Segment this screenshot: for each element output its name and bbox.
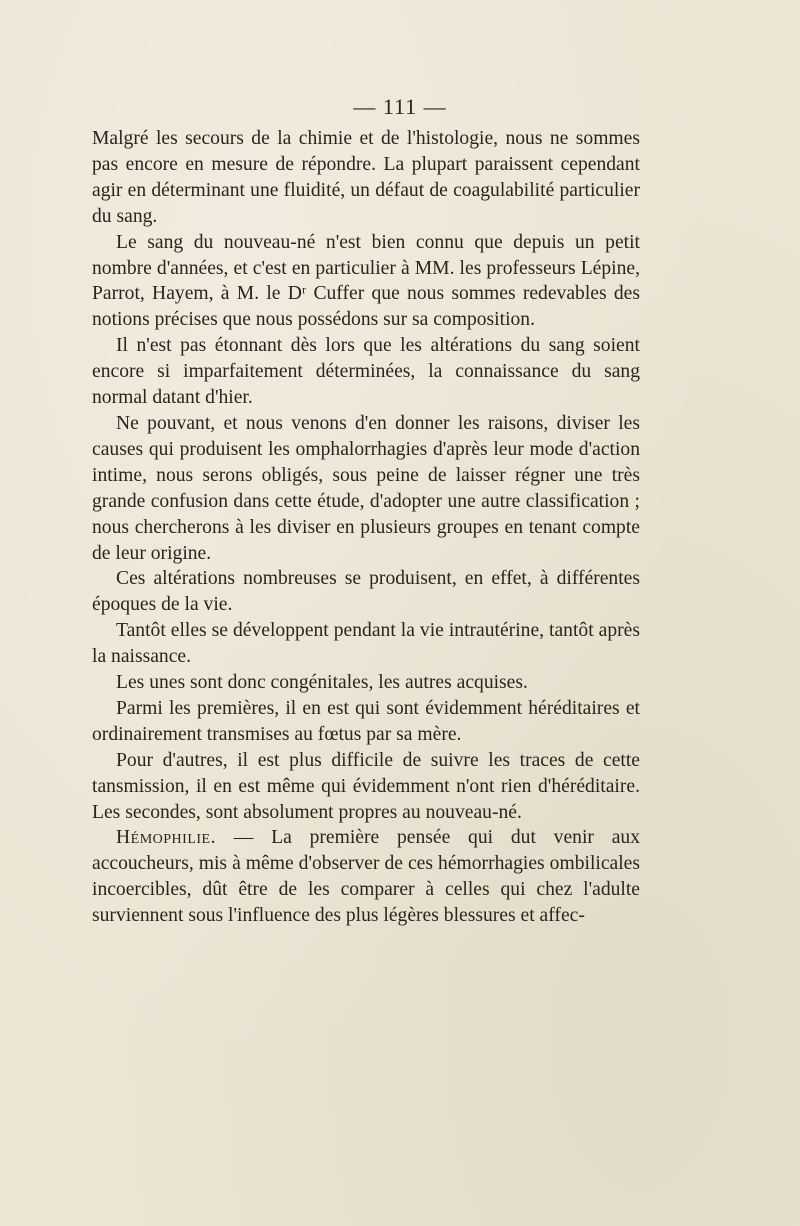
page-number: — 111 —: [353, 94, 447, 119]
paragraph-5: Ces altérations nombreuses se produisent, en effet, à différentes époques de la vie.: [92, 568, 640, 616]
paragraph-6: Tantôt elles se développent pendant la vie intrautérine, tantôt après la naissance.: [92, 620, 640, 668]
paragraph-10-text: — La première pensée qui dut venir aux accoucheurs, mis à même d'observer de ces hémorrhagies ombilicales incoercibles, dût être de les comparer à celles qui chez l'adulte surviennent sous l'influence des plus légères blessures et affec-: [92, 827, 640, 927]
paragraph-2: Le sang du nouveau-né n'est bien connu que depuis un petit nombre d'années, et c'est en particulier à MM. les professeurs Lépine, Parrot, Hayem, à M. le Dʳ Cuffer que nous sommes redevables des notions précises que nous possédons sur sa composition.: [92, 231, 640, 331]
paragraph-10: [92, 825, 640, 929]
paragraph-7: Les unes sont donc congénitales, les autres acquises.: [116, 672, 528, 694]
body-text: [92, 126, 640, 929]
section-heading: Hémophilie.: [116, 827, 216, 849]
paragraph-9: Pour d'autres, il est plus difficile de suivre les traces de cette tansmission, il en est même qui évidemment n'ont rien d'héréditaire. Les secondes, sont absolument propres au nouveau-né.: [92, 749, 640, 823]
paragraph-1: Malgré les secours de la chimie et de l'histologie, nous ne sommes pas encore en mesure de répondre. La plupart paraissent cependant agir en déterminant une fluidité, un défaut de coagulabilité particulier du sang.: [92, 128, 640, 227]
paragraph-8: Parmi les premières, il en est qui sont évidemment héréditaires et ordinairement transmises au fœtus par sa mère.: [92, 697, 640, 745]
paragraph-4: Ne pouvant, et nous venons d'en donner les raisons, diviser les causes qui produisent les omphalorrhagies d'après leur mode d'action intime, nous serons obligés, sous peine de laisser régner une très grande confusion dans cette étude, d'adopter une autre classification ; nous chercherons à les diviser en plusieurs groupes en tenant compte de leur origine.: [92, 412, 640, 564]
paragraph-3: Il n'est pas étonnant dès lors que les altérations du sang soient encore si imparfaitement déterminées, la connaissance du sang normal datant d'hier.: [92, 335, 640, 409]
